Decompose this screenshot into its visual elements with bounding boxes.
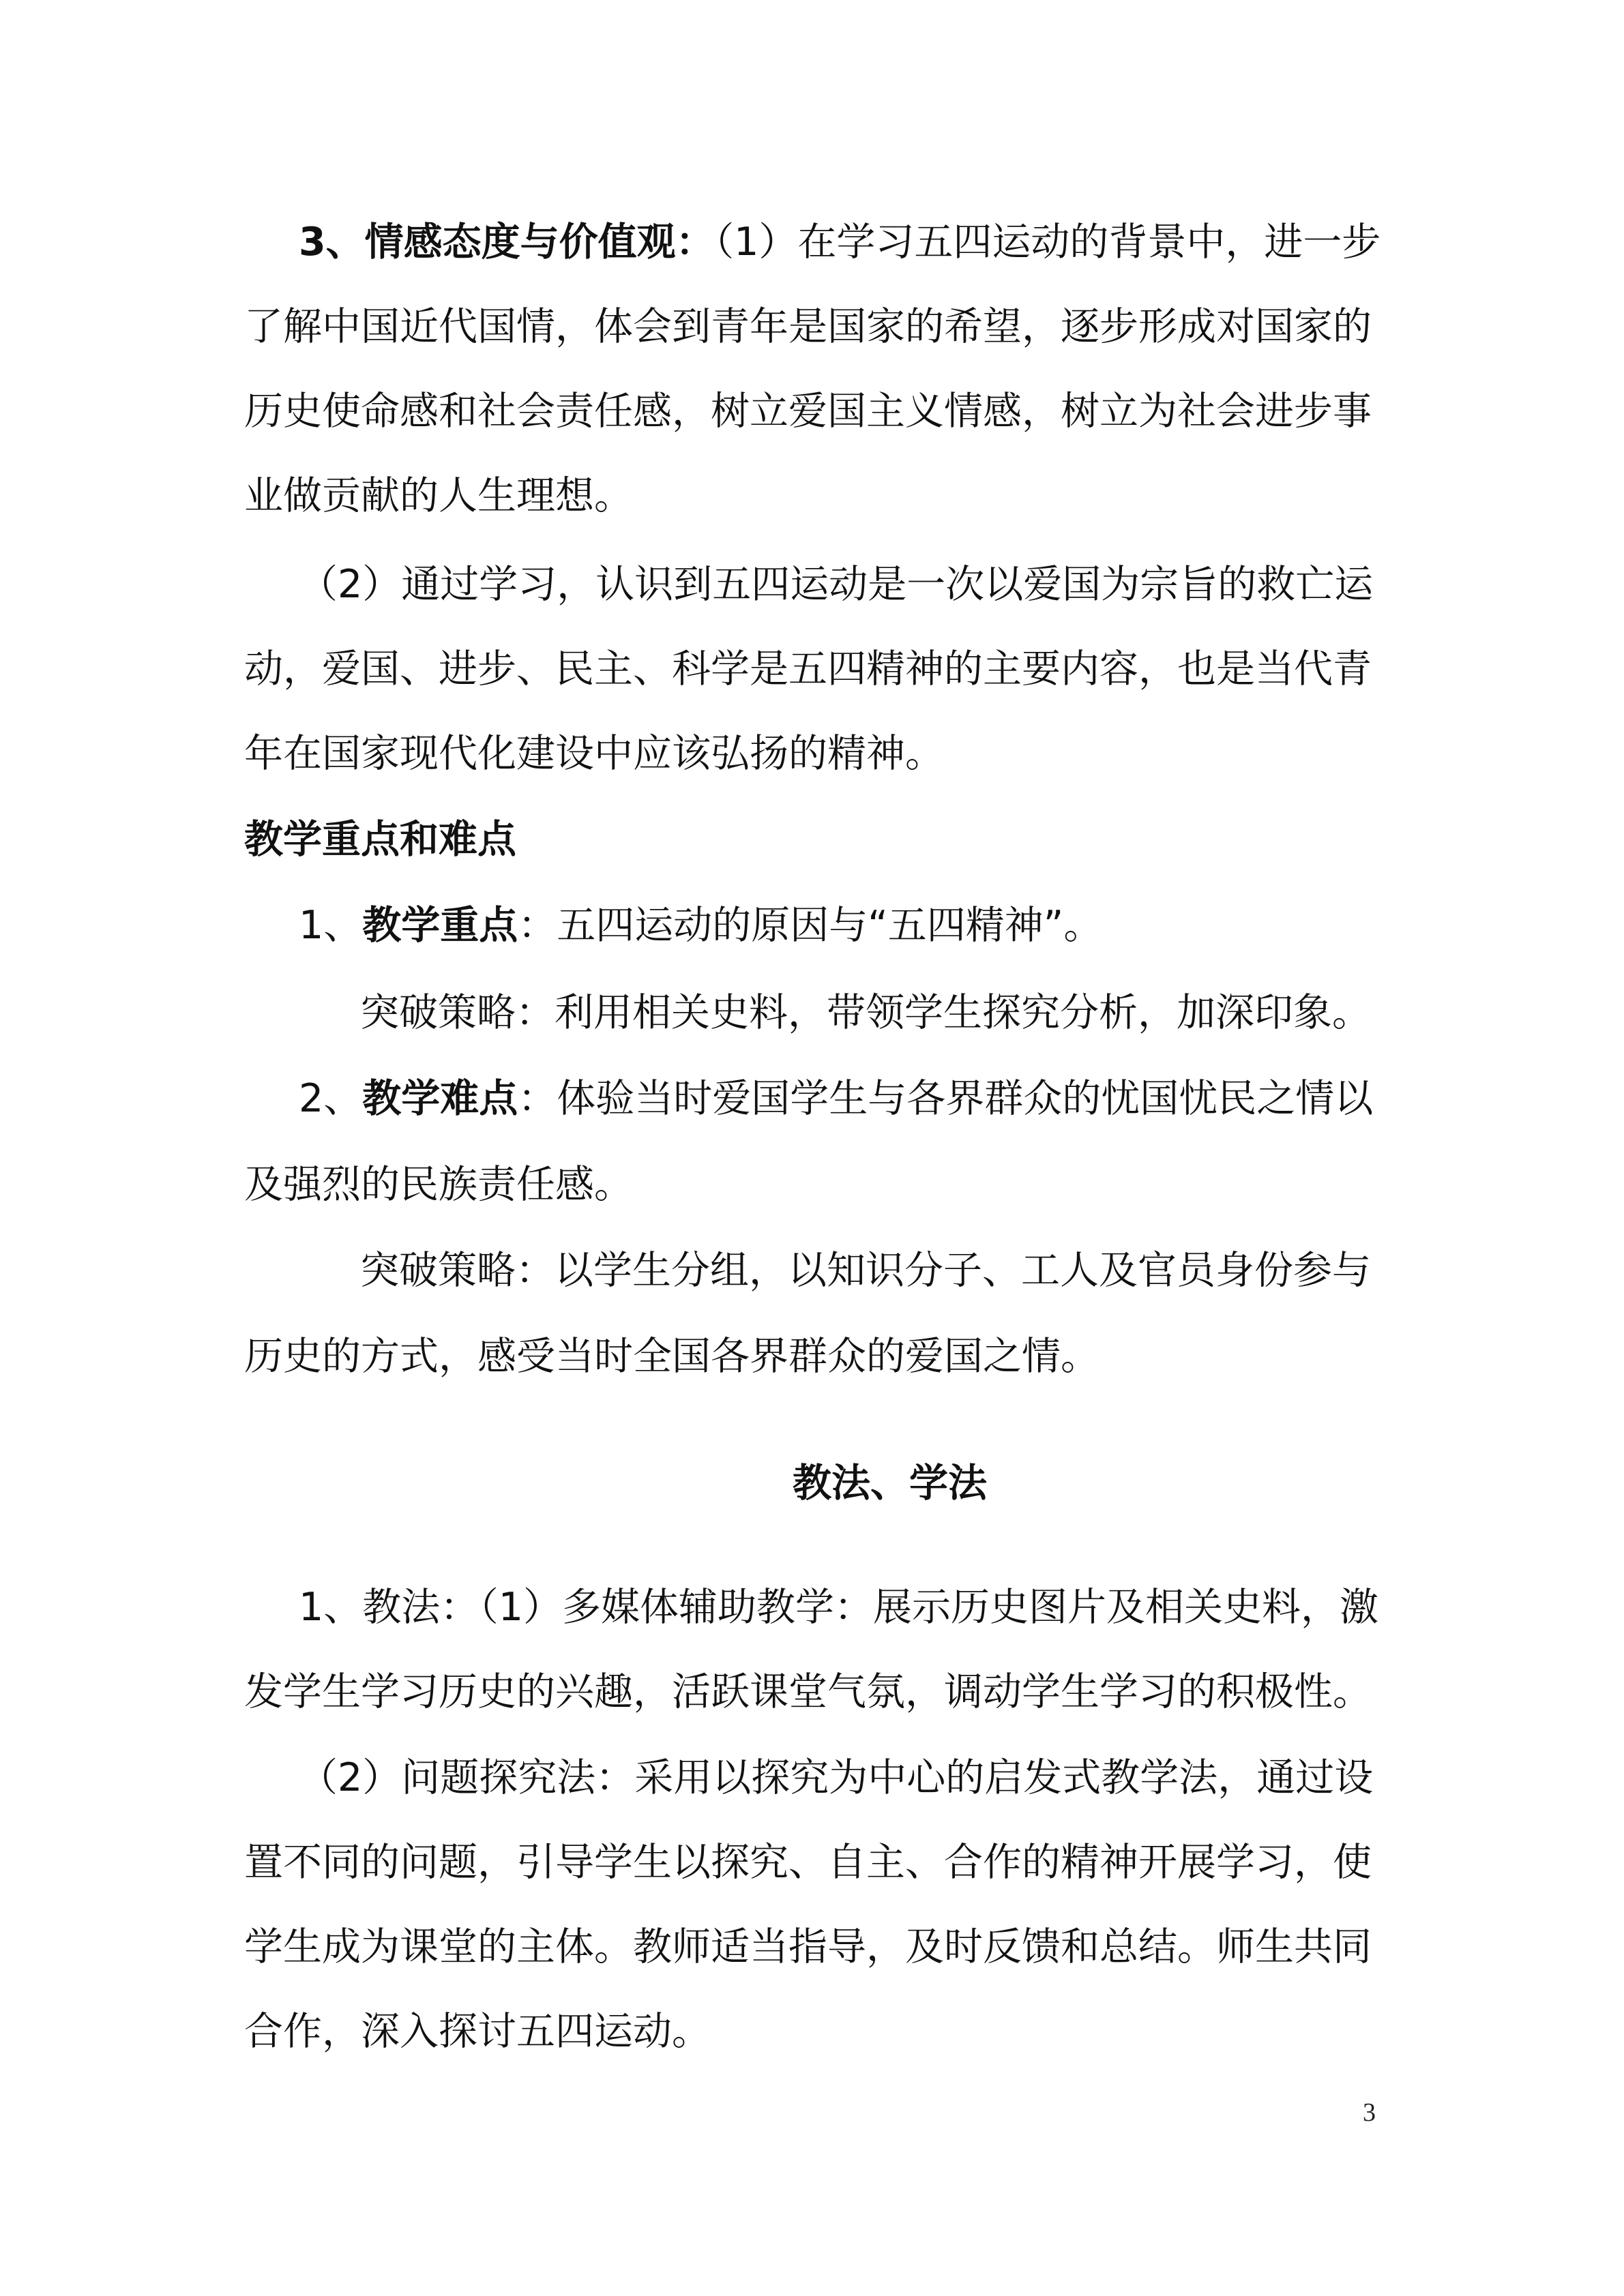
section-heading: 教学重点和难点 — [244, 817, 516, 862]
strategy-line: 突破策略：以学生分组，以知识分子、工人及官员身份参与 — [360, 1248, 1371, 1293]
key-point-line — [299, 901, 1102, 949]
page-number: 3 — [1363, 2098, 1376, 2127]
bold-label: 教学难点 — [362, 1076, 518, 1121]
paragraph-line: 业做贡献的人生理想。 — [244, 473, 633, 518]
paragraph-line: 置不同的问题，引导学生以探究、自主、合作的精神开展学习，使 — [244, 1840, 1372, 1885]
paragraph-line: 1、教法：（1）多媒体辅助教学：展示历史图片及相关史料，激 — [299, 1585, 1379, 1630]
paragraph-line — [299, 218, 1381, 266]
paragraph-line: 学生成为课堂的主体。教师适当指导，及时反馈和总结。师生共同 — [244, 1924, 1372, 1969]
paragraph-line: 及强烈的民族责任感。 — [244, 1162, 633, 1207]
paragraph-text: ：体验当时爱国学生与各界群众的忧国忧民之情以 — [518, 1076, 1374, 1121]
paragraph-line: 历史的方式，感受当时全国各界群众的爱国之情。 — [244, 1334, 1099, 1379]
paragraph-line: 动，爱国、进步、民主、科学是五四精神的主要内容，也是当代青 — [244, 646, 1372, 691]
paragraph-line: 合作，深入探讨五四运动。 — [244, 2009, 711, 2054]
paragraph-line: （2）通过学习，认识到五四运动是一次以爱国为宗旨的救亡运 — [299, 562, 1374, 607]
bold-label: 3、情感态度与价值观： — [299, 220, 715, 265]
paragraph-line: 年在国家现代化建设中应该弘扬的精神。 — [244, 731, 944, 776]
list-prefix: 1、 — [299, 903, 363, 948]
paragraph-text: ：五四运动的原因与“五四精神”。 — [518, 903, 1103, 948]
paragraph-line: 了解中国近代国情，体会到青年是国家的希望，逐步形成对国家的 — [244, 304, 1372, 349]
paragraph-line: （2）问题探究法：采用以探究为中心的启发式教学法，通过设 — [299, 1755, 1374, 1800]
paragraph-line: 历史使命感和社会责任感，树立爱国主义情感，树立为社会进步事 — [244, 389, 1372, 434]
paragraph-text: （1）在学习五四运动的背景中，进一步 — [714, 220, 1381, 265]
list-prefix: 2、 — [299, 1076, 363, 1121]
strategy-line: 突破策略：利用相关史料，带领学生探究分析，加深印象。 — [360, 990, 1371, 1035]
bold-label: 教学重点 — [362, 903, 518, 948]
section-title: 教法、学法 — [793, 1461, 987, 1506]
key-point-line — [299, 1075, 1373, 1122]
paragraph-line: 发学生学习历史的兴趣，活跃课堂气氛，调动学生学习的积极性。 — [244, 1669, 1372, 1714]
